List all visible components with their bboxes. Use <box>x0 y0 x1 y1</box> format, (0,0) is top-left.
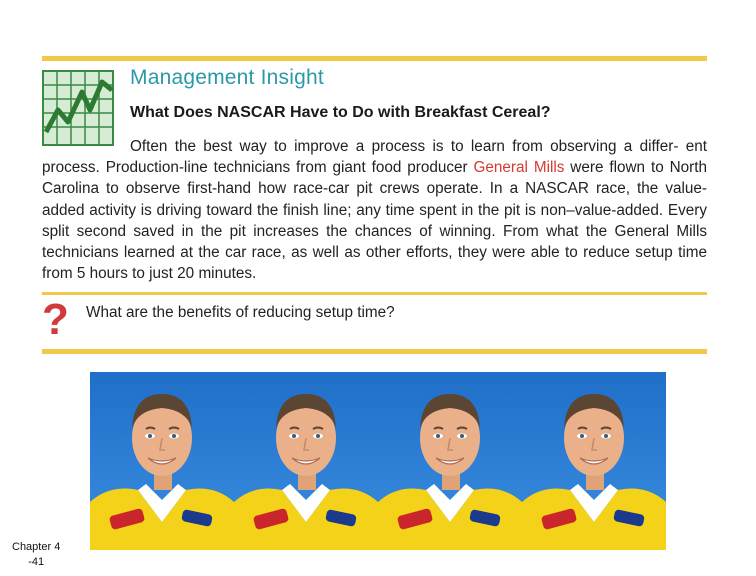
chapter-label: Chapter 4 <box>12 541 61 553</box>
driver-photo-4 <box>522 372 666 550</box>
body-text-before: Often the best way to improve a process is to learn from observing a differ- ent process. Production-line technicians from giant food producer <box>42 138 707 177</box>
body-paragraph <box>42 136 707 284</box>
question-mark-icon: ? <box>42 295 69 344</box>
page-number: -41 <box>28 556 45 568</box>
middle-divider <box>42 292 707 295</box>
photo-strip <box>90 372 666 550</box>
section-title: Management Insight <box>130 66 324 89</box>
body-text-after: were flown to North Carolina to observe first-hand how race-car pit crews operate. In a NASCAR race, the value-added activity is driving toward the finish line; any time spent in the pit is non–value-added. Every split second saved in the pit increases the chances of winning. From what the General Mills technicians learned at the car race, as well as other efforts, they were able to reduce setup time from 5 hours to just 20 minutes. <box>42 159 708 283</box>
bottom-divider <box>42 349 707 354</box>
driver-photo-1 <box>90 372 234 550</box>
driver-portrait-icon <box>522 372 666 550</box>
driver-photo-3 <box>378 372 522 550</box>
driver-portrait-icon <box>234 372 378 550</box>
company-highlight: General Mills <box>473 159 565 177</box>
section-subtitle: What Does NASCAR Have to Do with Breakfast Cereal? <box>130 104 551 121</box>
driver-portrait-icon <box>90 372 234 550</box>
top-divider <box>42 56 707 61</box>
discussion-question: What are the benefits of reducing setup time? <box>86 304 395 321</box>
driver-photo-2 <box>234 372 378 550</box>
driver-portrait-icon <box>378 372 522 550</box>
line-chart-icon <box>42 70 114 146</box>
slide-caption <box>12 540 60 570</box>
